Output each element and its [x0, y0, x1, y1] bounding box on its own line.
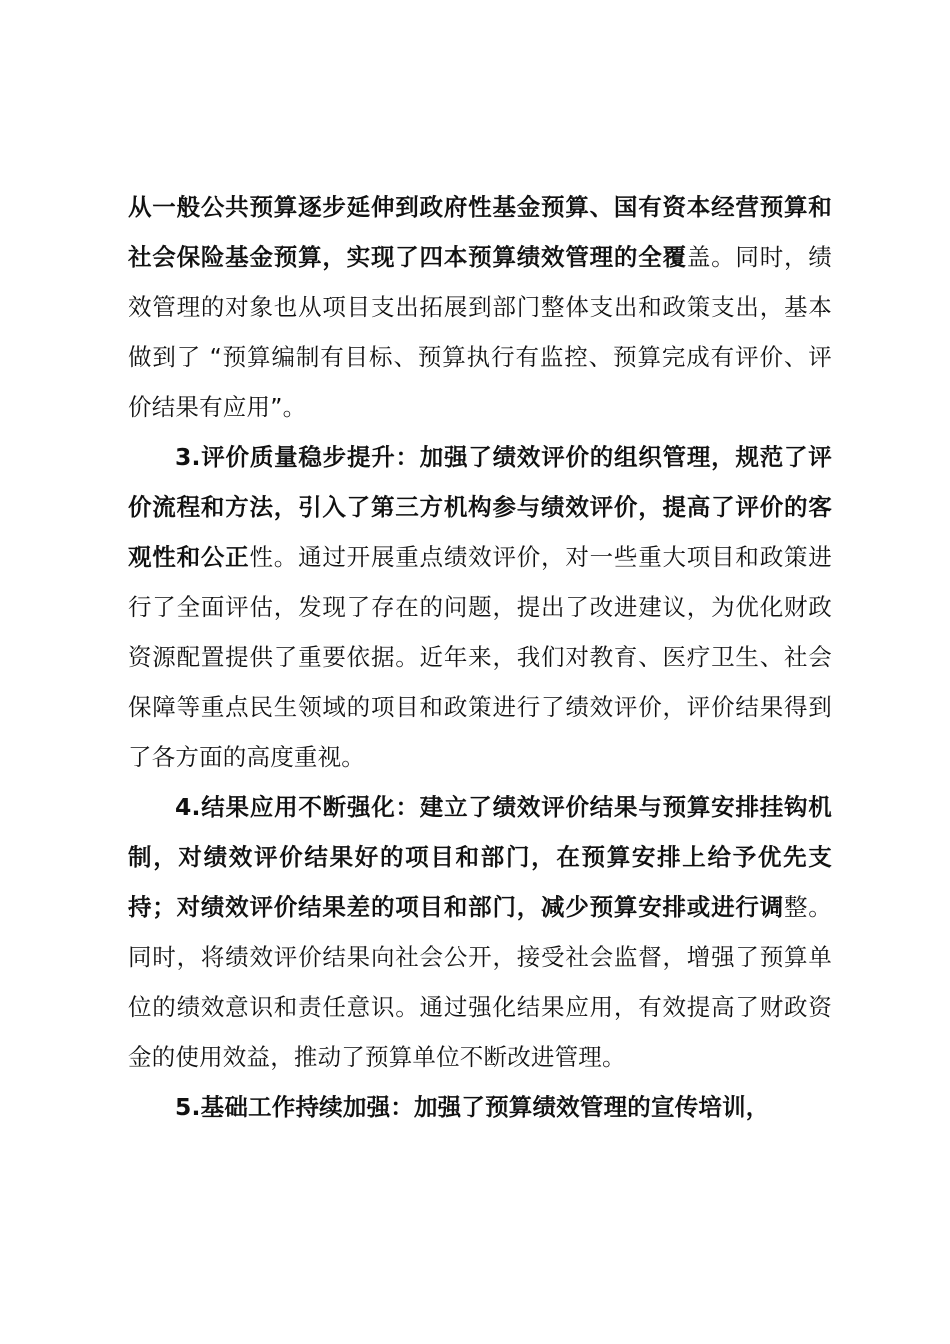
paragraph-lead-bold: 3.评价质量稳步提升：加强了绩效评价的组织管理，规范了评价流程和方法，引入了第三方机构参与绩效评价，提高了评价的客观性和公正	[128, 443, 832, 571]
paragraph-lead-bold: 5.基础工作持续加强：加强了预算绩效管理的宣传培训，	[175, 1093, 770, 1121]
paragraph-evaluation-quality	[128, 432, 832, 782]
paragraph-lead-bold: 从一般公共预算逐步延伸到政府性基金预算、国有资本经营预算和社会保险基金预算，实现了四本预算绩效管理的全覆	[128, 193, 832, 271]
paragraph-body: 性。通过开展重点绩效评价，对一些重大项目和政策进行了全面评估，发现了存在的问题，提出了改进建议，为优化财政资源配置提供了重要依据。近年来，我们对教育、医疗卫生、社会保障等重点民生领域的项目和政策进行了绩效评价，评价结果得到了各方面的高度重视。	[128, 543, 832, 771]
paragraph-foundation-work	[128, 1082, 832, 1132]
paragraph-body: 整。同时，将绩效评价结果向社会公开，接受社会监督，增强了预算单位的绩效意识和责任意识。通过强化结果应用，有效提高了财政资金的使用效益，推动了预算单位不断改进管理。	[128, 893, 832, 1071]
paragraph-result-application	[128, 782, 832, 1082]
document-page	[128, 182, 832, 1132]
paragraph-lead-bold: 4.结果应用不断强化：建立了绩效评价结果与预算安排挂钩机制，对绩效评价结果好的项目和部门，在预算安排上给予优先支持；对绩效评价结果差的项目和部门，减少预算安排或进行调	[128, 793, 832, 921]
paragraph-coverage	[128, 182, 832, 432]
paragraph-body: 盖。同时，绩效管理的对象也从项目支出拓展到部门整体支出和政策支出，基本做到了 “预算编制有目标、预算执行有监控、预算完成有评价、评价结果有应用”。	[128, 243, 832, 421]
